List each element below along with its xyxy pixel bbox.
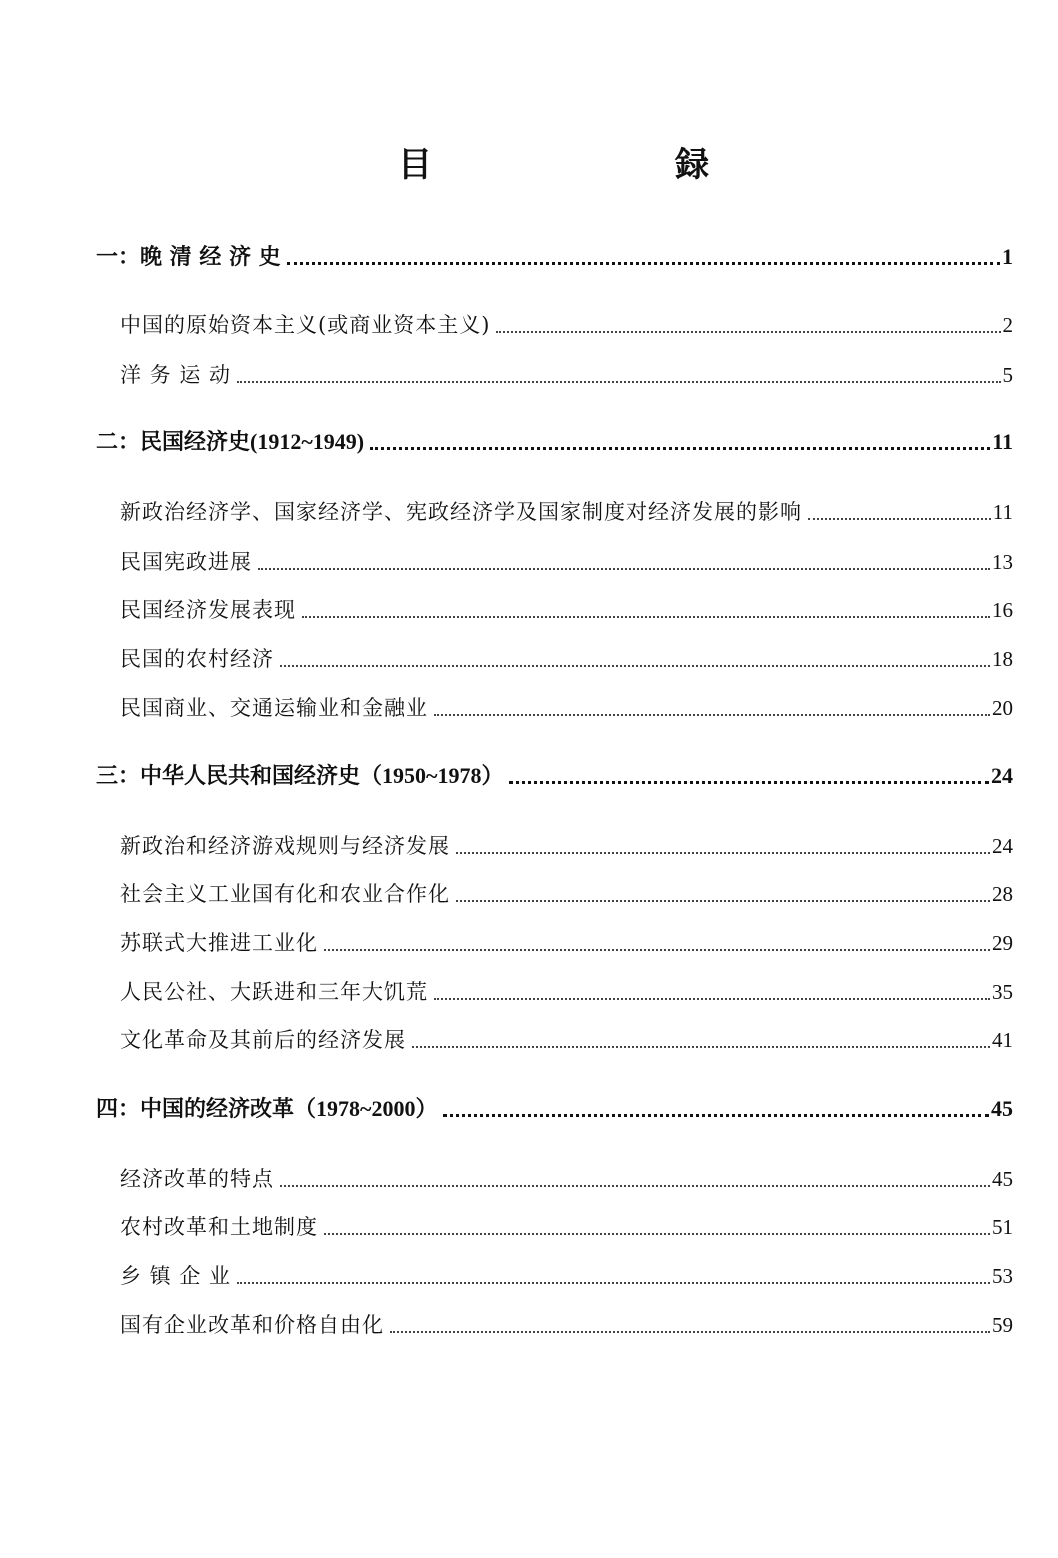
dot-leader	[237, 1282, 990, 1284]
section-page: 11	[992, 500, 1013, 524]
toc-chapter-2[interactable]	[96, 425, 1013, 459]
section-page: 20	[992, 696, 1013, 720]
toc-section-3-4[interactable]	[120, 975, 1013, 1009]
dot-leader	[434, 998, 990, 1000]
chapter-3-years: （1950~1978）	[360, 763, 504, 788]
dot-leader	[237, 381, 1000, 383]
section-label: 民国经济发展表现	[120, 598, 296, 622]
section-label: 社会主义工业国有化和农业合作化	[120, 882, 450, 906]
dot-leader	[324, 949, 990, 951]
toc-chapter-4[interactable]	[96, 1092, 1013, 1126]
dot-leader	[456, 852, 990, 854]
section-page: 45	[992, 1167, 1013, 1191]
toc-section-3-5[interactable]	[120, 1023, 1013, 1057]
section-label: 苏联式大推进工业化	[120, 931, 318, 955]
toc-chapter-3[interactable]	[96, 759, 1013, 793]
title-char-lu: 録	[675, 145, 709, 185]
chapter-3-title: 三：中华人民共和国经济史	[96, 764, 361, 789]
toc-section-4-4[interactable]	[120, 1308, 1013, 1342]
chapter-2-title: 二：民国经济史	[96, 430, 251, 455]
dot-leader	[287, 262, 1000, 265]
chapter-2-label	[96, 425, 368, 460]
dot-leader	[302, 616, 990, 618]
dot-leader	[456, 900, 990, 902]
chapter-3-label	[96, 759, 507, 794]
chapter-4-page: 45	[991, 1096, 1013, 1121]
section-page: 53	[992, 1264, 1013, 1288]
dot-leader	[390, 1331, 990, 1333]
section-label: 中国的原始资本主义(或商业资本主义)	[120, 313, 491, 337]
toc-section-2-4[interactable]	[120, 642, 1013, 676]
toc-section-3-1[interactable]	[120, 829, 1013, 863]
section-label: 新政治经济学、国家经济学、宪政经济学及国家制度对经济发展的影响	[120, 500, 802, 524]
dot-leader	[258, 568, 990, 570]
section-label: 民国的农村经济	[120, 647, 274, 671]
chapter-4-label	[96, 1092, 441, 1127]
chapter-2-years: (1912~1949)	[250, 429, 365, 454]
dot-leader	[280, 1185, 990, 1187]
dot-leader	[443, 1114, 989, 1117]
section-label: 人民公社、大跃进和三年大饥荒	[120, 980, 428, 1004]
toc-section-1-2[interactable]	[120, 358, 1013, 392]
chapter-4-title: 四：中国的经济改革	[96, 1097, 295, 1122]
section-label: 国有企业改革和价格自由化	[120, 1313, 384, 1337]
dot-leader	[808, 518, 991, 520]
toc-section-2-2[interactable]	[120, 545, 1013, 579]
section-label: 经济改革的特点	[120, 1167, 274, 1191]
toc-section-4-1[interactable]	[120, 1162, 1013, 1196]
toc-section-4-2[interactable]	[120, 1210, 1013, 1244]
toc-section-3-2[interactable]	[120, 877, 1013, 911]
section-label: 洋 务 运 动	[120, 363, 232, 387]
chapter-4-years: （1978~2000）	[294, 1096, 438, 1121]
section-page: 2	[1002, 313, 1013, 337]
section-page: 18	[992, 647, 1013, 671]
section-page: 16	[992, 598, 1013, 622]
chapter-3-page: 24	[991, 763, 1013, 788]
section-page: 29	[992, 931, 1013, 955]
section-page: 59	[992, 1313, 1013, 1337]
section-page: 24	[992, 834, 1013, 858]
section-label: 新政治和经济游戏规则与经济发展	[120, 834, 450, 858]
dot-leader	[434, 714, 990, 716]
toc-chapter-1[interactable]	[96, 240, 1013, 274]
toc-section-4-3[interactable]	[120, 1259, 1013, 1293]
toc-section-2-5[interactable]	[120, 691, 1013, 725]
chapter-1-page: 1	[1002, 244, 1013, 269]
dot-leader	[509, 781, 989, 784]
dot-leader	[324, 1233, 990, 1235]
dot-leader	[412, 1046, 990, 1048]
toc-section-1-1[interactable]	[120, 308, 1013, 342]
section-page: 51	[992, 1215, 1013, 1239]
section-page: 13	[992, 550, 1013, 574]
section-label: 文化革命及其前后的经济发展	[120, 1028, 406, 1052]
section-label: 民国宪政进展	[120, 550, 252, 574]
section-page: 5	[1002, 363, 1013, 387]
section-page: 28	[992, 882, 1013, 906]
section-label: 乡 镇 企 业	[120, 1264, 232, 1288]
title-char-mu: 目	[398, 145, 432, 185]
dot-leader	[496, 331, 1000, 333]
toc-section-2-3[interactable]	[120, 593, 1013, 627]
page-title	[0, 140, 1058, 190]
section-label: 民国商业、交通运输业和金融业	[120, 696, 428, 720]
dot-leader	[370, 447, 990, 450]
section-page: 41	[992, 1028, 1013, 1052]
chapter-1-label: 一：晚 清 经 济 史	[96, 245, 281, 270]
section-page: 35	[992, 980, 1013, 1004]
section-label: 农村改革和土地制度	[120, 1215, 318, 1239]
toc-section-3-3[interactable]	[120, 926, 1013, 960]
chapter-2-page: 11	[992, 429, 1013, 454]
dot-leader	[280, 665, 990, 667]
toc-section-2-1[interactable]	[120, 495, 1013, 529]
